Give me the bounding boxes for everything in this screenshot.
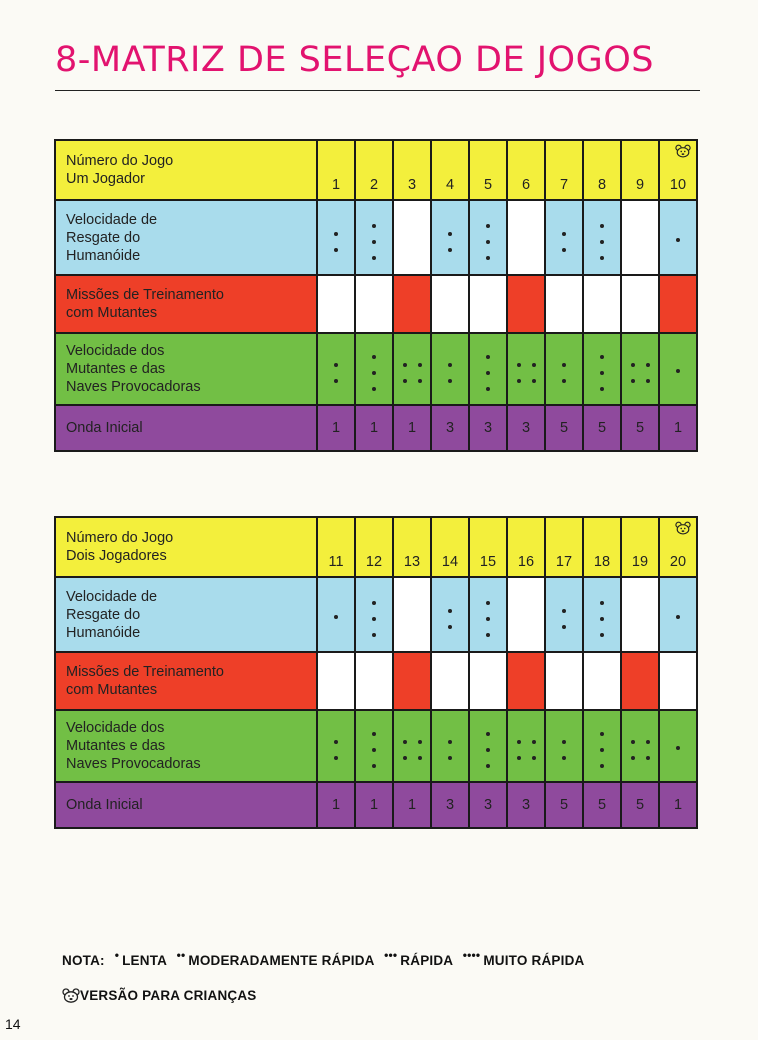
speed-dots [600,224,604,260]
game-number: 5 [483,177,493,193]
game-number-cell [621,517,659,577]
three-dot-symbol: ••• [384,948,398,962]
initial-wave-label: Onda Inicial [55,405,317,451]
rescue-speed-cell [659,577,697,652]
game-number-cell [317,140,355,200]
rescue-speed-cell [469,200,507,275]
mutant-speed-cell [659,333,697,405]
initial-wave-cell: 1 [393,782,431,828]
training-missions-cell [393,275,431,333]
speed-dot [486,240,490,244]
training-missions-label: Missões de Treinamento com Mutantes [55,275,317,333]
rescue-speed-cell [621,200,659,275]
speed-dot [600,748,604,752]
rescue-speed-cell [355,577,393,652]
speed-dot [646,379,650,383]
speed-dot [418,740,422,744]
rescue-speed-cell [431,577,469,652]
speed-dot [448,756,452,760]
speed-dot [600,633,604,637]
speed-dot [372,355,376,359]
training-missions-cell [469,652,507,710]
initial-wave-cell: 5 [545,405,583,451]
training-missions-cell [431,275,469,333]
rescue-speed-cell [583,577,621,652]
game-number-cell [393,140,431,200]
speed-dot [562,625,566,629]
page-number: 14 [5,1016,21,1032]
game-number-cell [545,140,583,200]
mutant-speed-cell [583,710,621,782]
game-number: 12 [365,554,383,570]
game-number: 11 [328,554,344,570]
initial-wave-cell: 3 [507,405,545,451]
note-label: NOTA: [62,953,105,968]
game-number-label: Número do Jogo Um Jogador [55,140,317,200]
speed-legend [62,948,585,968]
game-number: 10 [669,177,687,193]
mutant-speed-cell [431,333,469,405]
initial-wave-label: Onda Inicial [55,782,317,828]
speed-dots [372,732,376,768]
training-missions-cell [621,275,659,333]
game-number: 1 [331,177,341,193]
speed-dot [372,633,376,637]
speed-dots [517,740,536,760]
initial-wave-cell: 5 [583,782,621,828]
speed-dot [334,248,338,252]
note-very-fast: MUITO RÁPIDA [483,953,585,968]
speed-dots [448,363,452,383]
speed-dots [448,609,452,629]
game-number: 4 [445,177,455,193]
speed-dot [517,740,521,744]
speed-dots [334,615,338,619]
mutant-speed-cell [621,333,659,405]
initial-wave-cell: 1 [355,405,393,451]
speed-dot [676,238,680,242]
speed-dot [600,387,604,391]
speed-dot [334,363,338,367]
training-missions-cell [431,652,469,710]
speed-dots [631,363,650,383]
rescue-speed-cell [393,577,431,652]
speed-dot [372,240,376,244]
speed-dot [562,363,566,367]
mutant-speed-cell [469,333,507,405]
game-matrix-one-player [54,139,698,452]
speed-dot [372,387,376,391]
speed-dot [448,609,452,613]
speed-dot [517,756,521,760]
mutant-speed-cell [317,333,355,405]
game-number-cell [355,140,393,200]
training-missions-cell [355,652,393,710]
game-number-label: Número do Jogo Dois Jogadores [55,517,317,577]
initial-wave-cell: 5 [621,405,659,451]
speed-dots [334,363,338,383]
speed-dot [486,748,490,752]
game-number: 7 [559,177,569,193]
mutant-speed-row [55,333,697,405]
game-number-cell [317,517,355,577]
initial-wave-row [55,405,697,451]
initial-wave-cell: 5 [621,782,659,828]
speed-dot [334,232,338,236]
speed-dot [372,617,376,621]
speed-dots [600,601,604,637]
initial-wave-cell: 3 [507,782,545,828]
game-number-cell [583,517,621,577]
speed-dot [532,756,536,760]
game-matrix-two-players [54,516,698,829]
speed-dots [562,740,566,760]
mutant-speed-cell [659,710,697,782]
two-dot-symbol: •• [176,948,186,962]
speed-dot [517,379,521,383]
initial-wave-cell: 1 [317,782,355,828]
speed-dot [562,756,566,760]
initial-wave-cell: 3 [431,782,469,828]
speed-dot [486,224,490,228]
page-title: 8-MATRIZ DE SELEÇAO DE JOGOS [55,40,700,91]
speed-dot [676,615,680,619]
bear-icon [62,988,80,1006]
speed-dots [486,732,490,768]
speed-dot [486,256,490,260]
speed-dot [448,363,452,367]
speed-dot [600,764,604,768]
speed-dots [334,740,338,760]
mutant-speed-cell [355,333,393,405]
bear-icon [675,521,691,535]
speed-dot [600,371,604,375]
game-number-cell [507,517,545,577]
one-dot-symbol: • [114,948,120,962]
mutant-speed-cell [393,710,431,782]
speed-dot [631,363,635,367]
training-missions-cell [583,652,621,710]
game-number: 16 [517,554,535,570]
game-number-cell [659,140,697,200]
training-missions-cell [507,652,545,710]
speed-dots [676,238,680,242]
speed-dots [562,363,566,383]
speed-dot [372,764,376,768]
speed-dots [600,732,604,768]
speed-dots [562,609,566,629]
speed-dot [372,256,376,260]
speed-dots [403,363,422,383]
mutant-speed-cell [469,710,507,782]
speed-dot [646,363,650,367]
speed-dot [486,601,490,605]
speed-dot [486,355,490,359]
initial-wave-cell: 5 [583,405,621,451]
speed-dot [486,732,490,736]
game-number-row [55,517,697,577]
training-missions-cell [659,652,697,710]
training-missions-row [55,275,697,333]
speed-dot [562,379,566,383]
game-number: 20 [669,554,687,570]
four-dot-symbol: •••• [462,948,481,962]
rescue-speed-cell [621,577,659,652]
rescue-speed-cell [317,200,355,275]
speed-dot [646,756,650,760]
rescue-speed-cell [317,577,355,652]
speed-dot [486,371,490,375]
speed-dot [372,748,376,752]
speed-dots [676,746,680,750]
speed-dots [517,363,536,383]
speed-dot [631,379,635,383]
speed-dots [631,740,650,760]
mutant-speed-cell [355,710,393,782]
speed-dot [676,369,680,373]
speed-dot [600,224,604,228]
note-fast: RÁPIDA [400,953,453,968]
game-number: 15 [479,554,497,570]
speed-dot [600,240,604,244]
speed-dot [418,363,422,367]
training-missions-cell [469,275,507,333]
speed-dot [334,740,338,744]
initial-wave-cell: 3 [431,405,469,451]
game-number-cell [431,517,469,577]
speed-dots [676,369,680,373]
rescue-speed-cell [507,577,545,652]
game-number: 3 [407,177,417,193]
speed-dot [486,764,490,768]
rescue-speed-cell [469,577,507,652]
speed-dot [517,363,521,367]
speed-dot [562,248,566,252]
training-missions-cell [393,652,431,710]
training-missions-cell [545,275,583,333]
rescue-speed-cell [659,200,697,275]
rescue-speed-cell [545,577,583,652]
speed-dot [372,224,376,228]
training-missions-cell [621,652,659,710]
initial-wave-cell: 1 [317,405,355,451]
game-number: 14 [441,554,459,570]
game-number: 8 [597,177,607,193]
speed-dot [600,355,604,359]
game-number: 2 [369,177,379,193]
speed-dots [676,615,680,619]
speed-dot [372,371,376,375]
speed-dots [486,601,490,637]
speed-dot [418,756,422,760]
speed-dot [486,633,490,637]
mutant-speed-cell [545,333,583,405]
game-number: 13 [403,554,421,570]
speed-dots [486,224,490,260]
rescue-speed-cell [583,200,621,275]
game-number-cell [545,517,583,577]
speed-dots [562,232,566,252]
rescue-speed-row [55,200,697,275]
game-number-cell [469,517,507,577]
training-missions-cell [317,652,355,710]
speed-dot [600,617,604,621]
game-number-cell [507,140,545,200]
initial-wave-cell: 1 [659,782,697,828]
rescue-speed-cell [355,200,393,275]
mutant-speed-cell [393,333,431,405]
training-missions-cell [659,275,697,333]
mutant-speed-cell [507,333,545,405]
kids-version-legend [62,988,257,1006]
speed-dots [372,355,376,391]
rescue-speed-cell [545,200,583,275]
speed-dot [600,732,604,736]
game-number-cell [621,140,659,200]
rescue-speed-cell [431,200,469,275]
initial-wave-row [55,782,697,828]
speed-dot [448,740,452,744]
speed-dots [448,740,452,760]
speed-dot [600,601,604,605]
game-number-cell [659,517,697,577]
game-number: 9 [635,177,645,193]
note-slow: LENTA [122,953,167,968]
training-missions-row [55,652,697,710]
game-number-cell [431,140,469,200]
speed-dot [418,379,422,383]
speed-dot [631,756,635,760]
mutant-speed-row [55,710,697,782]
speed-dot [403,363,407,367]
training-missions-label: Missões de Treinamento com Mutantes [55,652,317,710]
mutant-speed-cell [621,710,659,782]
game-number-row [55,140,697,200]
speed-dot [372,732,376,736]
speed-dots [486,355,490,391]
speed-dots [372,601,376,637]
speed-dot [532,740,536,744]
mutant-speed-cell [317,710,355,782]
speed-dot [562,609,566,613]
game-number: 19 [631,554,649,570]
speed-dot [486,617,490,621]
speed-dot [403,756,407,760]
mutant-speed-cell [507,710,545,782]
speed-dot [562,232,566,236]
speed-dot [646,740,650,744]
game-number: 18 [593,554,611,570]
speed-dots [448,232,452,252]
speed-dots [403,740,422,760]
note-moderate: MODERADAMENTE RÁPIDA [188,953,375,968]
rescue-speed-label: Velocidade de Resgate do Humanóide [55,200,317,275]
speed-dot [372,601,376,605]
speed-dot [334,379,338,383]
bear-icon [675,144,691,158]
game-number-cell [393,517,431,577]
training-missions-cell [355,275,393,333]
speed-dot [562,740,566,744]
speed-dot [532,363,536,367]
initial-wave-cell: 1 [393,405,431,451]
game-number-cell [355,517,393,577]
training-missions-cell [317,275,355,333]
speed-dot [334,615,338,619]
mutant-speed-label: Velocidade dos Mutantes e das Naves Provocadoras [55,333,317,405]
rescue-speed-row [55,577,697,652]
mutant-speed-cell [583,333,621,405]
mutant-speed-cell [431,710,469,782]
speed-dot [448,625,452,629]
initial-wave-cell: 1 [355,782,393,828]
training-missions-cell [507,275,545,333]
initial-wave-cell: 3 [469,782,507,828]
speed-dot [676,746,680,750]
mutant-speed-label: Velocidade dos Mutantes e das Naves Provocadoras [55,710,317,782]
note-kids-version: VERSÃO PARA CRIANÇAS [80,988,257,1003]
speed-dot [532,379,536,383]
training-missions-cell [545,652,583,710]
mutant-speed-cell [545,710,583,782]
initial-wave-cell: 1 [659,405,697,451]
speed-dot [448,379,452,383]
speed-dot [486,387,490,391]
speed-dots [600,355,604,391]
initial-wave-cell: 5 [545,782,583,828]
speed-dot [448,232,452,236]
speed-dot [403,740,407,744]
speed-dots [372,224,376,260]
game-number-cell [583,140,621,200]
speed-dot [334,756,338,760]
speed-dot [631,740,635,744]
speed-dot [403,379,407,383]
speed-dot [600,256,604,260]
rescue-speed-label: Velocidade de Resgate do Humanóide [55,577,317,652]
game-number: 17 [555,554,573,570]
training-missions-cell [583,275,621,333]
rescue-speed-cell [393,200,431,275]
initial-wave-cell: 3 [469,405,507,451]
speed-dots [334,232,338,252]
game-number-cell [469,140,507,200]
game-number: 6 [521,177,531,193]
speed-dot [448,248,452,252]
rescue-speed-cell [507,200,545,275]
